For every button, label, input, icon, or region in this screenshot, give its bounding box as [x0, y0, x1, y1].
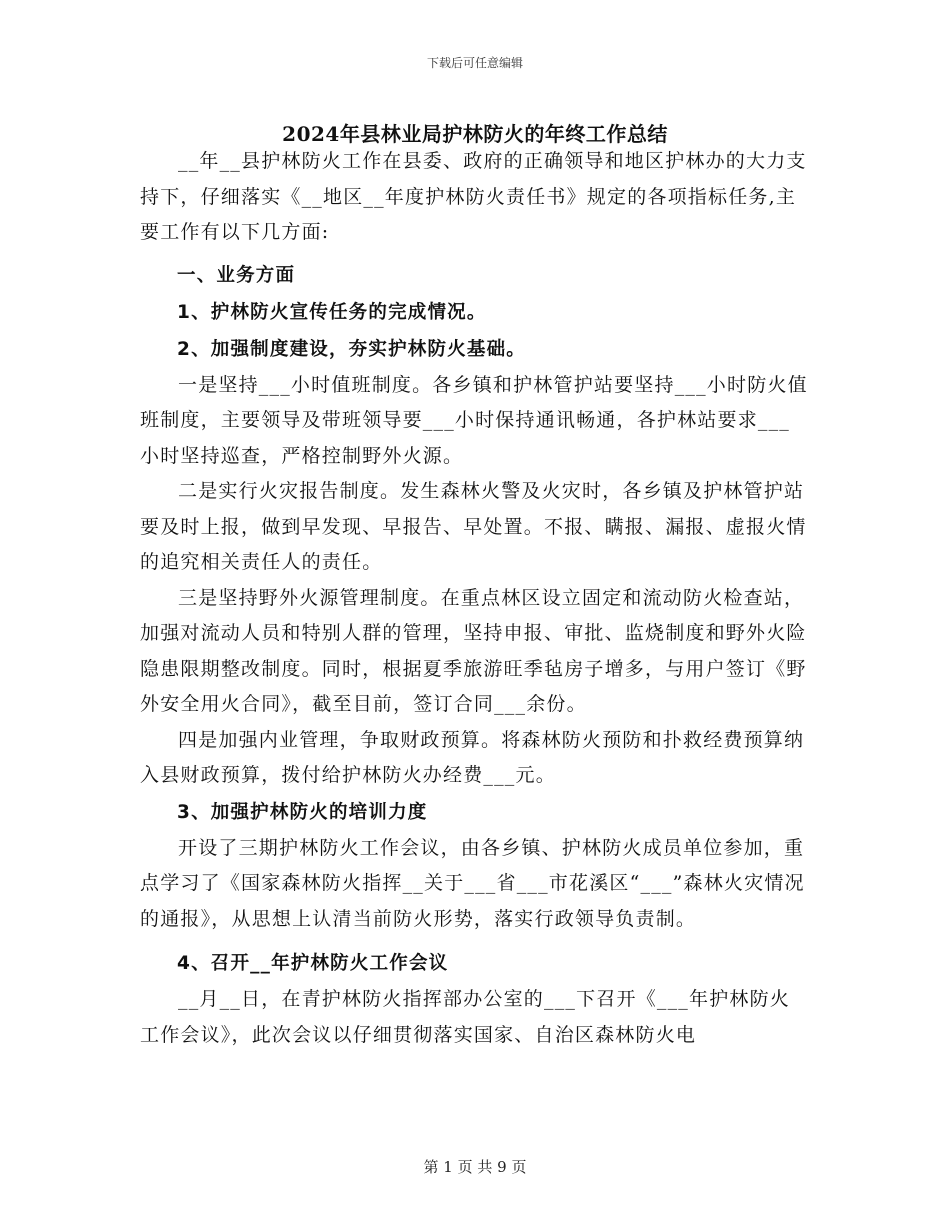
page-footer-number: 第 1 页 共 9 页 [423, 1158, 527, 1176]
subheading-meeting: 4、召开__年护林防火工作会议 [177, 953, 449, 974]
document-body [140, 144, 810, 1053]
subheading-publicity: 1、护林防火宣传任务的完成情况。 [177, 301, 487, 323]
paragraph-fire-source: 三是坚持野外火源管理制度。在重点林区设立固定和流动防火检查站，加强对流动人员和特别人群的管理，坚持申报、审批、监烧制度和野外火险隐患限期整改制度。同时，根据夏季旅游旺季毡房子增多，与用户签订《野外安全用火合同》，截至目前，签订合同___余份。 [140, 586, 807, 715]
paragraph-training: 开设了三期护林防火工作会议，由各乡镇、护林防火成员单位参加，重点学习了《国家森林防火指挥__关于___省___市花溪区“___”森林火灾情况的通报》，从思想上认清当前防火形势，落实行政领导负责制。 [140, 836, 805, 930]
subheading-system-building: 2、加强制度建设，夯实护林防火基础。 [177, 338, 526, 360]
section-heading-business: 一、业务方面 [177, 264, 296, 286]
paragraph-fire-report: 二是实行火灾报告制度。发生森林火警及火灾时，各乡镇及护林管护站要及时上报，做到早发现、早报告、早处置。不报、瞒报、漏报、虚报火情的追究相关责任人的责任。 [140, 480, 807, 573]
page-header-note: 下载后可任意编辑 [426, 56, 523, 70]
document-title: 2024年县林业局护林防火的年终工作总结 [282, 122, 668, 146]
paragraph-internal-management: 四是加强内业管理，争取财政预算。将森林防火预防和扑救经费预算纳入县财政预算，拨付给护林防火办经费___元。 [140, 728, 805, 786]
paragraph-meeting: __月__日，在青护林防火指挥部办公室的___下召开《___年护林防火工作会议》，此次会议以仔细贯彻落实国家、自治区森林防火电 [140, 988, 791, 1046]
paragraph-duty-system: 一是坚持___小时值班制度。各乡镇和护林管护站要坚持___小时防火值班制度，主要领导及带班领导要___小时保持通讯畅通，各护林站要求___小时坚持巡查，严格控制野外火源。 [140, 373, 808, 467]
subheading-training: 3、加强护林防火的培训力度 [177, 801, 428, 823]
paragraph-intro: __年__县护林防火工作在县委、政府的正确领导和地区护林办的大力支持下，仔细落实《__地区__年度护林防火责任书》规定的各项指标任务,主要工作有以下几方面: [140, 150, 807, 243]
